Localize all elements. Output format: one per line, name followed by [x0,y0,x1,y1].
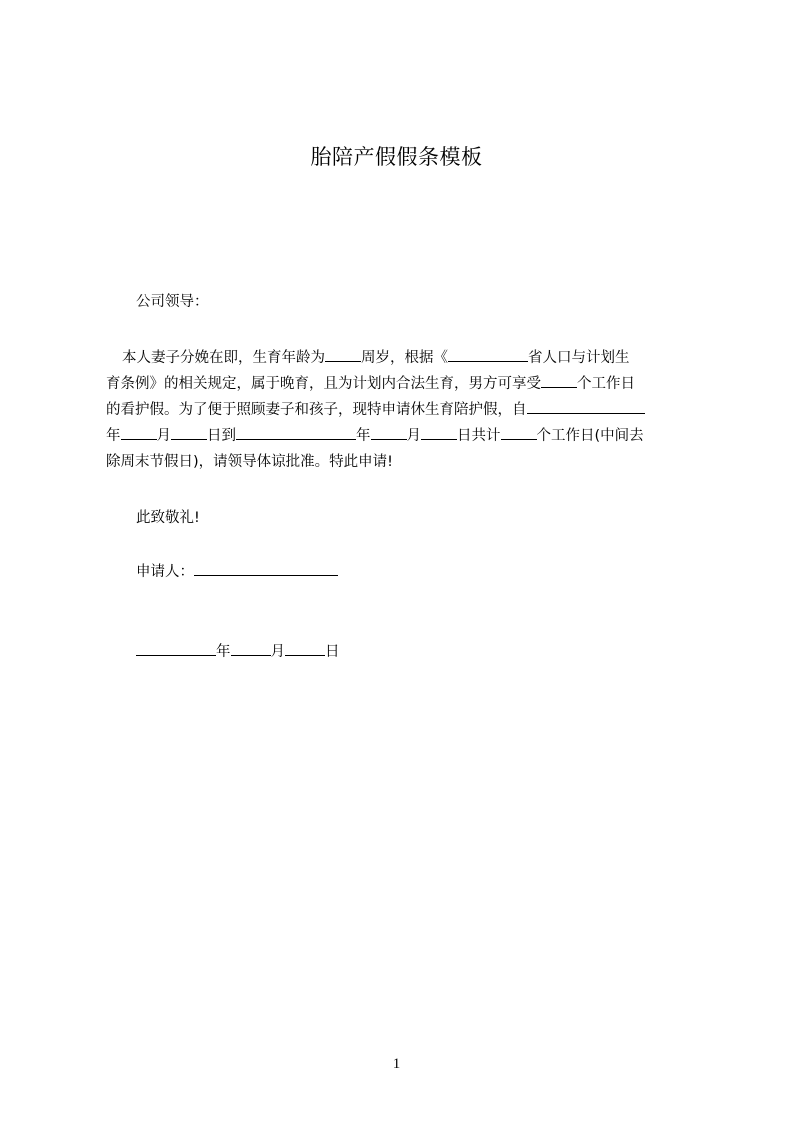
body-text: 个工作日 [577,376,635,392]
body-line-4 [106,424,706,445]
salutation: 公司领导： [136,294,209,310]
start-month-blank[interactable] [121,427,157,440]
applicant-line [136,560,736,581]
end-year-blank[interactable] [236,427,356,440]
date-day-label: 日 [325,644,340,660]
body-line-1 [122,346,722,367]
date-year-blank[interactable] [136,643,216,656]
body-text: 月 [156,428,171,444]
date-year-label: 年 [216,644,231,660]
date-month-blank[interactable] [231,643,271,656]
age-blank[interactable] [325,349,361,362]
applicant-label: 申请人： [136,564,194,580]
body-text: 日到 [207,428,236,444]
date-month-label: 月 [270,644,285,660]
body-line-3 [106,398,706,419]
closing: 此致敬礼! [136,510,200,526]
body-line-5: 除周末节假日)，请领导体谅批准。特此申请! [106,454,393,470]
body-text: 年 [356,428,371,444]
body-text: 日共计 [457,428,501,444]
total-days-blank[interactable] [501,427,537,440]
start-date-blank[interactable] [527,401,645,414]
date-line [136,640,736,661]
document-title: 胎陪产假假条模板 [310,145,483,169]
body-text: 本人妻子分娩在即，生育年龄为 [122,350,325,366]
applicant-signature-blank[interactable] [194,563,338,576]
body-line-2 [106,372,706,393]
start-day-blank[interactable] [171,427,207,440]
end-month-blank[interactable] [371,427,407,440]
body-text: 月 [406,428,421,444]
body-text: 周岁，根据《 [361,350,448,366]
body-text: 育条例》的相关规定，属于晚育，且为计划内合法生育，男方可享受 [106,376,541,392]
page-number: 1 [392,1056,401,1072]
body-text: 的看护假。为了便于照顾妻子和孩子，现特申请休生育陪护假，自 [106,402,527,418]
end-day-blank[interactable] [421,427,457,440]
body-text: 个工作日(中间去 [536,428,644,444]
date-day-blank[interactable] [285,643,325,656]
workdays-blank[interactable] [541,375,577,388]
body-text: 省人口与计划生 [528,350,630,366]
body-text: 年 [106,428,121,444]
province-blank[interactable] [448,349,528,362]
